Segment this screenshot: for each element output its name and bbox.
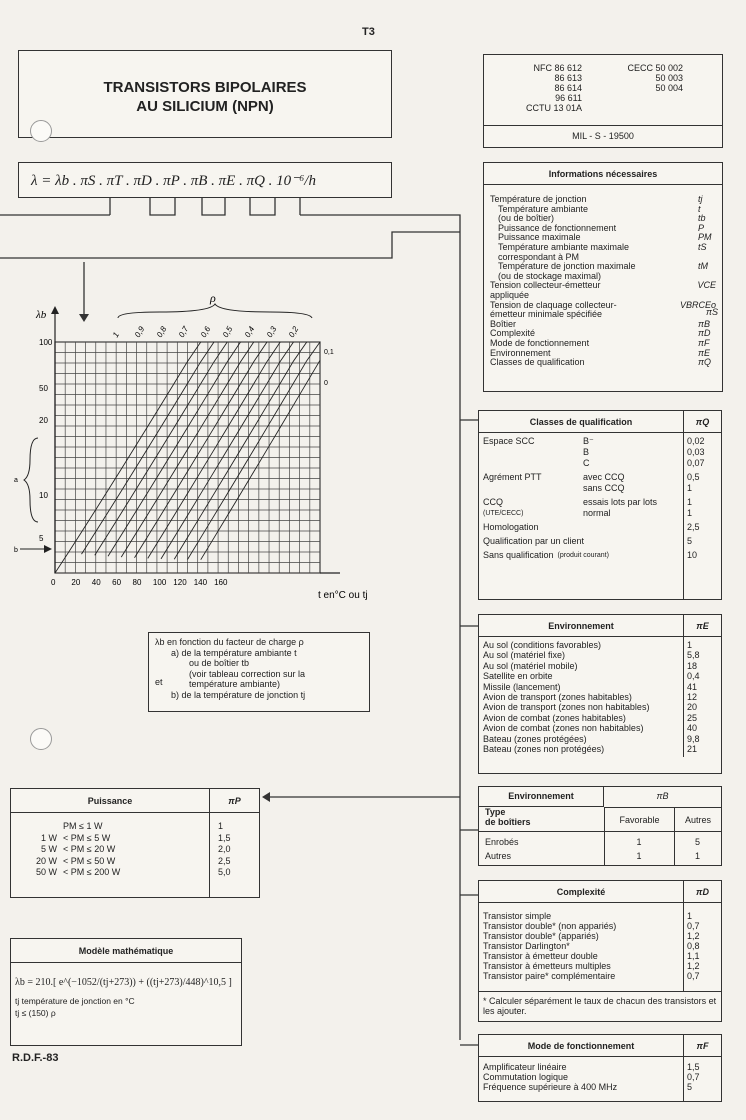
boitier-env: Environnement xyxy=(479,787,604,807)
b-label: b xyxy=(14,547,18,554)
environment-row: Avion de combat (zones habitables) xyxy=(483,712,626,723)
quality-value: 5 xyxy=(687,536,693,546)
pi-f-header: πF xyxy=(683,1035,721,1056)
curve xyxy=(135,342,268,558)
page-code: T3 xyxy=(362,26,375,38)
power-value: 1 xyxy=(218,821,224,831)
binder-hole xyxy=(30,728,52,750)
quality-row xyxy=(483,550,679,561)
environment-value: 18 xyxy=(687,660,698,671)
standards-col2: CECC 50 002 50 003 50 004 xyxy=(627,63,683,93)
environment-value: 25 xyxy=(687,712,698,723)
quality-sub: B xyxy=(583,447,590,457)
info-symbol: P xyxy=(698,222,705,233)
complexity-title: Complexité xyxy=(556,886,606,897)
quality-row xyxy=(483,436,679,447)
info-label: Puissance de fonctionnement xyxy=(498,222,617,233)
complexity-value: 1,2 xyxy=(687,961,700,971)
info-symbol: tb xyxy=(698,213,706,224)
quality-label xyxy=(483,483,583,494)
info-label: correspondant à PM xyxy=(498,251,580,262)
a-label: a xyxy=(14,477,18,484)
boitier-de: de boîtiers xyxy=(485,817,531,827)
note-line: (voir tableau correction sur la xyxy=(189,668,306,679)
complexity-value: 0,7 xyxy=(687,971,700,981)
environment-value: 40 xyxy=(687,723,698,734)
x-tick-label: 20 xyxy=(71,578,81,587)
x-tick-label: 80 xyxy=(132,578,142,587)
quality-label: Agrément PTT xyxy=(483,472,542,482)
info-label: Mode de fonctionnement xyxy=(490,337,590,348)
environment-value: 0,4 xyxy=(687,671,700,682)
info-symbol: πD xyxy=(698,328,711,339)
curve-label: 0,6 xyxy=(198,324,213,339)
quality-value: 0,5 xyxy=(687,472,700,482)
complexity-value: 1,2 xyxy=(687,931,700,941)
environment-title: Environnement xyxy=(548,620,614,631)
power-low xyxy=(15,821,63,833)
quality-label: Espace SCC xyxy=(483,436,535,446)
boitier-value: 1 xyxy=(636,837,642,847)
quality-sub: B⁻ xyxy=(583,436,594,446)
math-formula: λb = 210.[ e^(−1052/(tj+273)) + ((tj+273)/448)^10,5 ] xyxy=(15,977,232,988)
info-symbol: VBRCEo xyxy=(679,299,716,310)
mode-value: 1,5 xyxy=(687,1062,700,1072)
quality-row xyxy=(483,536,679,547)
boitier-value: 1 xyxy=(636,851,642,861)
quality-row xyxy=(483,497,679,508)
info-label: Température de jonction maximale xyxy=(498,261,636,272)
mode-title: Mode de fonctionnement xyxy=(527,1040,635,1051)
y-axis-arrow xyxy=(51,306,59,314)
boitier-row-label: Enrobés xyxy=(485,837,519,847)
quality-row xyxy=(483,522,679,533)
environment-row: Avion de transport (zones habitables) xyxy=(483,692,632,703)
complexity-note: * Calculer séparément le taux de chacun des transistors et les ajouter. xyxy=(479,991,721,1020)
power-row xyxy=(15,844,205,856)
power-value: 5,0 xyxy=(218,867,231,878)
info-label: Environnement xyxy=(490,347,551,358)
y-tick-label: 50 xyxy=(39,384,48,393)
power-range: < PM ≤ 5 W xyxy=(63,832,111,843)
environment-value: 9,8 xyxy=(687,733,700,744)
boitier-type: Type xyxy=(485,807,506,817)
quality-sub: essais lots par lots xyxy=(583,497,658,507)
note-line: b) de la température de jonction tj xyxy=(171,689,306,700)
b-arrow-head xyxy=(44,545,52,553)
info-row xyxy=(490,310,716,320)
curve xyxy=(201,360,320,559)
curve-label: 0,4 xyxy=(242,324,257,339)
info-symbol: πF xyxy=(698,337,710,348)
quality-row xyxy=(483,508,679,519)
title-line1: TRANSISTORS BIPOLAIRES xyxy=(103,79,307,96)
quality-row xyxy=(483,447,679,458)
quality-value: 1 xyxy=(687,508,693,518)
curve-label: 1 xyxy=(110,330,121,339)
math-line1: tj température de jonction en °C xyxy=(15,996,135,1006)
info-label: Température ambiante maximale xyxy=(498,241,630,252)
quality-label xyxy=(483,447,583,458)
boitier-table xyxy=(478,786,722,866)
y-tick-label: 20 xyxy=(39,416,48,425)
boitier-row-label: Autres xyxy=(485,851,512,861)
curve-label: 0,3 xyxy=(264,324,279,339)
environment-value: 5,8 xyxy=(687,650,700,661)
info-symbol: tS xyxy=(698,241,707,252)
power-value: 1,5 xyxy=(218,832,231,843)
info-label: Température de jonction xyxy=(490,194,587,204)
quality-label: Qualification par un client xyxy=(483,536,585,546)
power-low: 1 W xyxy=(40,832,57,843)
pi-b-header: πB xyxy=(656,791,669,801)
info-label: Puissance maximale xyxy=(498,232,581,243)
footer-code: R.D.F.-83 xyxy=(12,1052,59,1064)
complexity-row: Transistor double* (non appariés) xyxy=(483,921,617,931)
curve xyxy=(95,342,228,555)
info-label: Tension collecteur-émetteur xyxy=(490,280,601,291)
y-tick-label: 100 xyxy=(39,338,53,347)
pi-p-header: πP xyxy=(209,789,259,812)
mil-standard: MIL - S - 19500 xyxy=(484,125,722,141)
note-line: λb en fonction du facteur de charge ρ xyxy=(155,637,304,647)
info-label: émetteur minimale spécifiée xyxy=(490,309,603,320)
power-range: < PM ≤ 50 W xyxy=(63,855,116,866)
quality-value: 1 xyxy=(687,483,693,493)
note-line: ou de boîtier tb xyxy=(189,658,250,668)
quality-sub: sans CCQ xyxy=(583,483,625,493)
power-value: 2,0 xyxy=(218,844,231,855)
curve xyxy=(174,342,307,559)
power-range: < PM ≤ 200 W xyxy=(63,867,121,878)
quality-sub: avec CCQ xyxy=(583,472,625,482)
title-line2: AU SILICIUM (NPN) xyxy=(136,98,274,115)
standards-col1: NFC 86 612 86 613 86 614 96 611 CCTU 13 01A xyxy=(525,63,582,113)
curve-label: 0 xyxy=(324,380,328,387)
info-symbol: tj xyxy=(698,194,703,204)
info-label: (ou de boîtier) xyxy=(498,213,555,224)
power-row xyxy=(15,821,205,833)
math-line2: tj ≤ (150) ρ xyxy=(15,1008,56,1018)
complexity-row: Transistor paire* complémentaire xyxy=(483,971,616,981)
environment-row: Avion de transport (zones non habitables) xyxy=(483,702,650,713)
info-symbol: πQ xyxy=(698,357,712,368)
lambda-b-chart xyxy=(0,290,470,620)
rho-brace xyxy=(118,304,312,318)
info-row xyxy=(490,358,716,368)
complexity-row: Transistor à émetteur double xyxy=(483,951,598,961)
x-tick-label: 120 xyxy=(173,578,187,587)
environment-row: Bateau (zones non protégées) xyxy=(483,744,605,755)
environment-value: 41 xyxy=(687,681,698,692)
complexity-value: 0,8 xyxy=(687,941,700,951)
info-symbol: πE xyxy=(698,347,711,358)
environment-value: 12 xyxy=(687,692,698,703)
mode-row: Fréquence supérieure à 400 MHz xyxy=(483,1081,618,1092)
complexity-value: 1 xyxy=(687,911,693,921)
power-row xyxy=(15,833,205,845)
y-tick-label: 10 xyxy=(39,491,48,500)
quality-sub: normal xyxy=(583,508,611,518)
curve xyxy=(188,342,321,559)
quality-row xyxy=(483,458,679,469)
quality-value: 0,03 xyxy=(687,447,705,457)
x-axis-label: t en°C ou tj xyxy=(318,590,368,601)
power-title: Puissance xyxy=(87,795,133,806)
quality-value: 2,5 xyxy=(687,522,700,532)
quality-value: 0,02 xyxy=(687,436,705,446)
complexity-table xyxy=(478,880,722,1022)
quality-value: 1 xyxy=(687,497,693,507)
info-label: appliquée xyxy=(490,289,530,300)
info-label: Boîtier xyxy=(490,318,517,329)
environment-row: Avion de combat (zones non habitables) xyxy=(483,723,644,734)
y-tick-label: 5 xyxy=(39,534,44,543)
quality-label: Sans qualification xyxy=(483,550,554,560)
quality-sub: C xyxy=(583,458,590,468)
quality-title: Classes de qualification xyxy=(529,416,633,427)
info-list xyxy=(484,185,722,368)
info-label: Classes de qualification xyxy=(490,357,585,368)
boitier-fav: Favorable xyxy=(604,807,674,831)
environment-value: 1 xyxy=(687,640,693,650)
mode-row: Commutation logique xyxy=(483,1071,569,1082)
curve-label: 0,2 xyxy=(286,324,301,339)
power-low: 20 W xyxy=(35,855,57,866)
info-symbol: t xyxy=(698,203,701,214)
curve-label: 0,7 xyxy=(176,324,191,339)
curve xyxy=(148,342,281,558)
complexity-row: Transistor simple xyxy=(483,911,552,921)
x-tick-label: 100 xyxy=(152,578,167,587)
mode-value: 5 xyxy=(687,1081,693,1092)
info-symbol: πB xyxy=(698,318,711,329)
power-range: PM ≤ 1 W xyxy=(63,821,103,831)
rho-label: ρ xyxy=(210,291,216,305)
quality-label xyxy=(483,458,583,469)
note-et: et xyxy=(155,677,163,687)
a-brace xyxy=(24,438,38,522)
mode-value: 0,7 xyxy=(687,1071,700,1082)
power-range: < PM ≤ 20 W xyxy=(63,844,116,855)
curve-label: 0,8 xyxy=(154,324,169,339)
info-label: Complexité xyxy=(490,328,536,339)
pi-d-header: πD xyxy=(683,881,721,902)
complexity-row: Transistor Darlington* xyxy=(483,941,570,951)
environment-row: Missile (lancement) xyxy=(483,681,561,692)
x-tick-label: 140 xyxy=(193,578,208,587)
power-low: 5 W xyxy=(40,844,57,855)
mode-table xyxy=(478,1034,722,1102)
quality-sub: (produit courant) xyxy=(557,552,609,559)
failure-rate-formula: λ = λb . πS . πT . πD . πP . πB . πE . πQ . 10⁻⁶/h xyxy=(31,173,316,189)
environment-row: Bateau (zones protégées) xyxy=(483,733,587,744)
math-model-box xyxy=(10,938,242,1046)
quality-value: 0,07 xyxy=(687,458,705,468)
curve xyxy=(161,342,294,559)
complexity-row: Transistor à émetteurs multiples xyxy=(483,961,611,971)
y-axis-label: λb xyxy=(36,309,47,321)
curve-label: 0,9 xyxy=(132,324,147,339)
power-row xyxy=(15,856,205,868)
quality-row xyxy=(483,472,679,483)
note-line: a) de la température ambiante t xyxy=(171,647,297,658)
environment-table xyxy=(478,614,722,774)
quality-value: 10 xyxy=(687,550,698,560)
boitier-value: 5 xyxy=(694,837,700,847)
quality-label: (UTE/CECC) xyxy=(483,510,524,517)
environment-value: 21 xyxy=(687,744,698,755)
info-label: (ou de stockage maximal) xyxy=(498,270,602,281)
power-row xyxy=(15,867,205,879)
x-tick-label: 0 xyxy=(51,578,56,587)
curve-label: 0,5 xyxy=(220,324,235,339)
note-box xyxy=(148,632,370,712)
info-title: Informations nécessaires xyxy=(484,163,722,185)
curve-label: 0,1 xyxy=(324,349,334,356)
pis-label: πS xyxy=(706,307,719,317)
mode-row: Amplificateur linéaire xyxy=(483,1062,567,1072)
x-tick-label: 60 xyxy=(112,578,122,587)
environment-row: Au sol (matériel fixe) xyxy=(483,650,566,661)
power-value: 2,5 xyxy=(218,855,231,866)
info-label: Tension de claquage collecteur- xyxy=(490,299,617,310)
info-symbol: tM xyxy=(698,261,708,272)
power-table xyxy=(10,788,260,898)
boitier-value: 1 xyxy=(694,851,700,861)
environment-row: Au sol (matériel mobile) xyxy=(483,660,578,671)
info-symbol: VCE xyxy=(697,280,716,291)
complexity-value: 0,7 xyxy=(687,921,700,931)
note-line: température ambiante) xyxy=(189,679,281,689)
math-title: Modèle mathématique xyxy=(11,939,241,963)
info-symbol: PM xyxy=(698,232,712,243)
environment-row: Satellite en orbite xyxy=(483,671,553,682)
quality-row xyxy=(483,483,679,494)
quality-label: Homologation xyxy=(483,522,539,532)
pi-e-header: πE xyxy=(683,615,721,636)
quality-label: CCQ xyxy=(483,497,503,507)
complexity-value: 1,1 xyxy=(687,951,700,961)
x-tick-label: 40 xyxy=(91,578,101,587)
environment-row: Au sol (conditions favorables) xyxy=(483,640,602,650)
info-box xyxy=(483,162,723,392)
x-tick-label: 160 xyxy=(214,578,228,587)
curve xyxy=(108,342,241,556)
boitier-autres: Autres xyxy=(674,807,721,831)
complexity-row: Transistor double* (appariés) xyxy=(483,931,599,941)
power-low: 50 W xyxy=(35,867,57,878)
pi-q-header: πQ xyxy=(683,411,721,432)
info-label: Température ambiante xyxy=(498,203,589,214)
quality-table xyxy=(478,410,722,600)
environment-value: 20 xyxy=(687,702,698,713)
